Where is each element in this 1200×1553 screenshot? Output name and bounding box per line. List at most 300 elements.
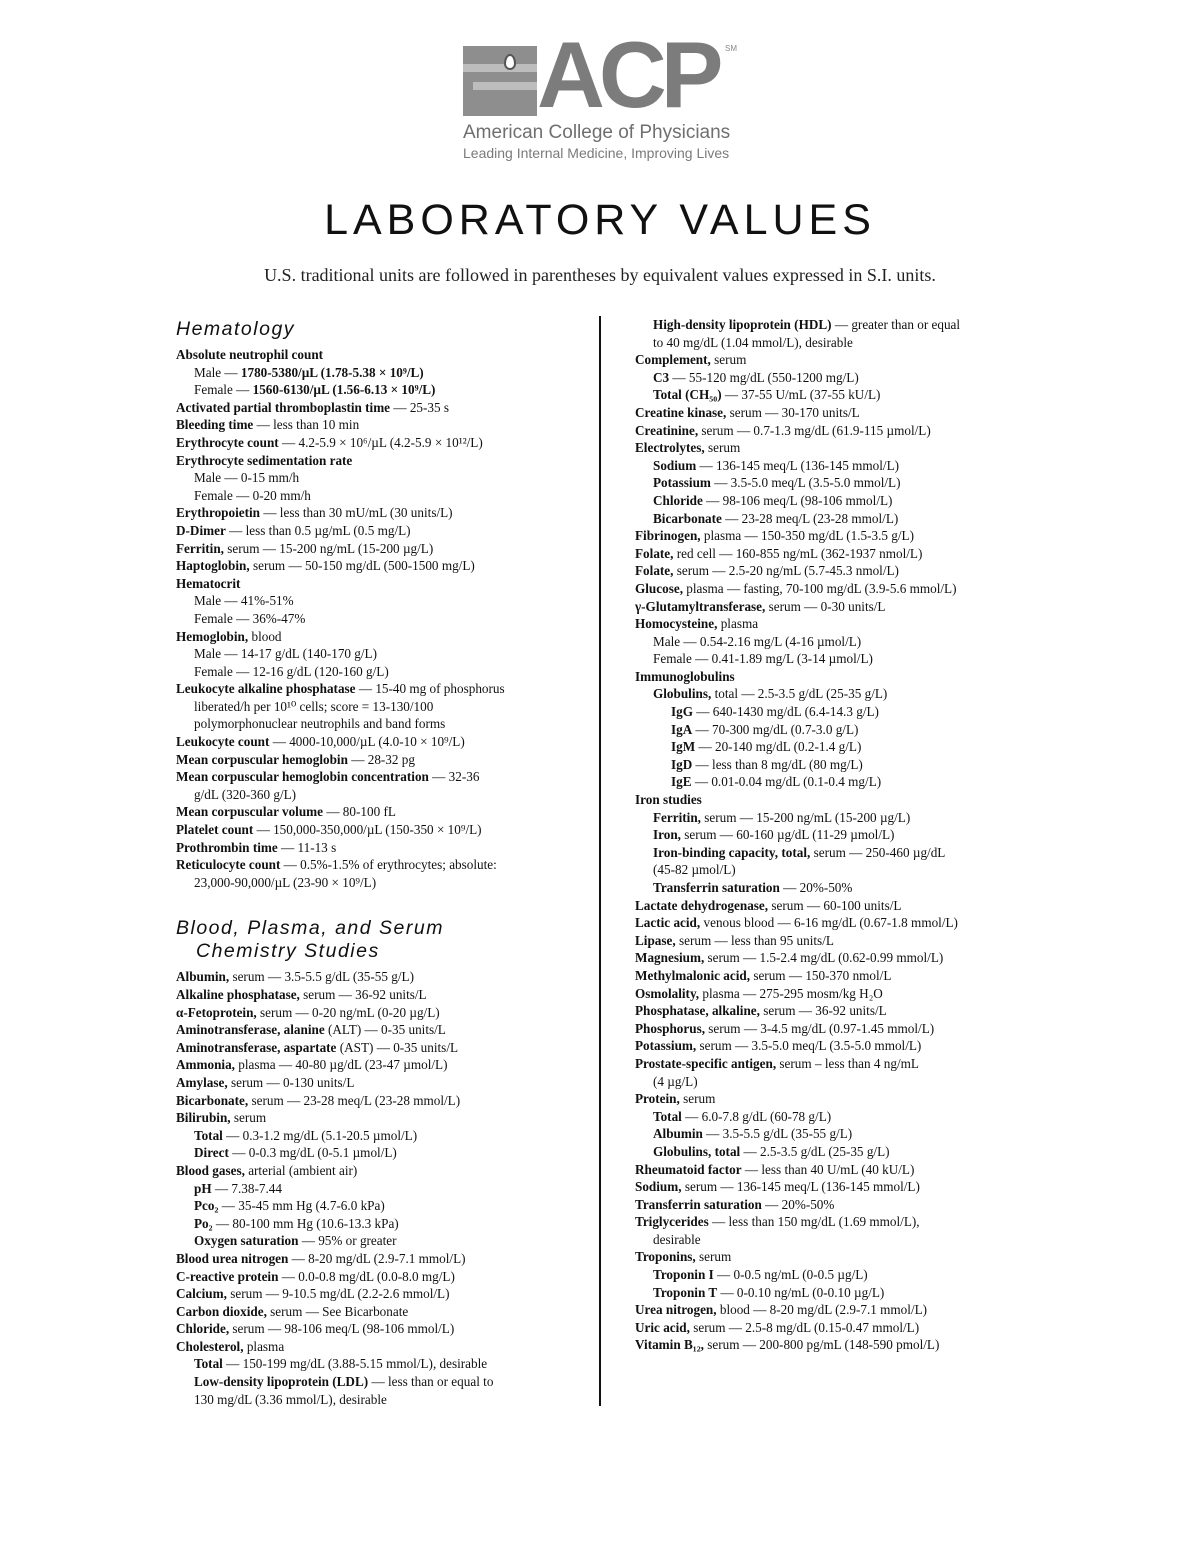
lab-test-name: Activated partial thromboplastin time — [176, 399, 391, 415]
lab-value-line — [635, 316, 1035, 334]
lab-test-name: Amylase, — [176, 1074, 228, 1090]
lab-value-line — [176, 1109, 586, 1127]
lab-value-line — [635, 826, 1035, 844]
lab-value-line — [176, 1092, 586, 1110]
lab-test-name: Homocysteine, — [635, 616, 718, 632]
lab-test-name: Osmolality, — [635, 985, 700, 1001]
lab-test-name: Phosphatase, alkaline, — [635, 1003, 760, 1019]
lab-test-name: Total — [194, 1127, 223, 1143]
lab-test-name: Direct — [194, 1145, 229, 1161]
left-entries — [176, 346, 586, 1408]
lab-value-line — [176, 786, 586, 804]
lab-value-line — [176, 663, 586, 681]
lab-value-line — [176, 1250, 586, 1268]
lab-test-value: Male — — [194, 364, 241, 380]
lab-value-line — [635, 773, 1035, 791]
lab-test-name: Chloride — [653, 492, 703, 508]
lab-value-line — [176, 1074, 586, 1092]
lab-test-name: Potassium — [653, 475, 711, 491]
lab-value-line — [635, 1037, 1035, 1055]
lab-test-name: Platelet count — [176, 822, 254, 838]
lab-test-name: Blood gases, — [176, 1162, 245, 1178]
lab-test-value: red cell — 160-855 ng/mL (362-1937 nmol/L) — [673, 545, 923, 561]
lab-value-line — [635, 1055, 1035, 1073]
lab-test-value: desirable — [653, 1231, 701, 1247]
lab-value-line — [635, 369, 1035, 387]
lab-test-value: liberated/h per 10¹⁰ cells; score = 13-130/100 — [194, 698, 434, 714]
lab-test-value: serum — See Bicarbonate — [266, 1303, 409, 1319]
lab-test-value: — 70-300 mg/dL (0.7-3.0 g/L) — [692, 721, 859, 737]
lab-value-line — [635, 914, 1035, 932]
lab-test-name: Po₂ — [194, 1215, 213, 1231]
lab-value-line — [635, 949, 1035, 967]
lab-test-name: Total (CH₅₀) — [653, 387, 722, 403]
lab-test-value: plasma — 150-350 mg/dL (1.5-3.5 g/L) — [700, 528, 914, 544]
lab-value-line — [176, 856, 586, 874]
lab-test-value: serum — 60-160 µg/dL (11-29 µmol/L) — [680, 827, 895, 843]
lab-value-line — [176, 1338, 586, 1356]
lab-test-value: Female — 12-16 g/dL (120-160 g/L) — [194, 663, 389, 679]
lab-value-line — [635, 1319, 1035, 1337]
lab-test-value: — 37-55 U/mL (37-55 kU/L) — [721, 387, 881, 403]
lab-test-value: — less than 30 mU/mL (30 units/L) — [260, 505, 453, 521]
lab-test-value: Female — 0-20 mm/h — [194, 487, 311, 503]
lab-value-line — [176, 434, 586, 452]
lab-test-name: IgD — [671, 756, 693, 772]
lab-test-name: Prostate-specific antigen, — [635, 1055, 777, 1071]
logo-org-name: American College of Physicians — [463, 122, 731, 143]
lab-test-value: — 7.38-7.44 — [211, 1180, 282, 1196]
lab-test-value: — 98-106 meq/L (98-106 mmol/L) — [702, 492, 893, 508]
lab-value-line — [635, 844, 1035, 862]
lab-test-name: Bicarbonate — [653, 510, 722, 526]
lab-test-value: — 0.0-0.8 mg/dL (0.0-8.0 mg/L) — [278, 1268, 455, 1284]
lab-test-value: (AST) — 0-35 units/L — [336, 1039, 459, 1055]
lab-test-name: Sodium — [653, 457, 697, 473]
lab-value-line — [635, 492, 1035, 510]
lab-value-line — [176, 1197, 586, 1215]
lab-value-line — [635, 685, 1035, 703]
lab-value-line — [176, 557, 586, 575]
lab-test-name: Bleeding time — [176, 417, 254, 433]
lab-test-value: (ALT) — 0-35 units/L — [324, 1022, 446, 1038]
lab-test-value: — 0-0.5 ng/mL (0-0.5 µg/L) — [713, 1267, 868, 1283]
lab-test-value: serum — 3-4.5 mg/dL (0.97-1.45 mmol/L) — [705, 1020, 935, 1036]
lab-test-value: — 28-32 pg — [347, 751, 415, 767]
lab-test-name: Leukocyte count — [176, 734, 270, 750]
lab-value-line — [176, 733, 586, 751]
lab-test-value: 23,000-90,000/µL (23-90 × 10⁹/L) — [194, 874, 377, 890]
lab-test-value: — 20%-50% — [761, 1196, 835, 1212]
lab-value-line — [635, 791, 1035, 809]
lab-test-value: venous blood — 6-16 mg/dL (0.67-1.8 mmol/L) — [700, 915, 958, 931]
lab-test-name: Uric acid, — [635, 1319, 690, 1335]
lab-test-value: plasma — 40-80 µg/dL (23-47 µmol/L) — [234, 1057, 448, 1073]
lab-test-value: Female — — [194, 382, 253, 398]
lab-test-value: — 0.5%-1.5% of erythrocytes; absolute: — [280, 857, 497, 873]
lab-test-value: — 0.3-1.2 mg/dL (5.1-20.5 µmol/L) — [222, 1127, 418, 1143]
lab-test-name: Iron, — [653, 827, 681, 843]
lab-value-line — [176, 504, 586, 522]
lab-test-value: — 11-13 s — [277, 839, 337, 855]
lab-test-name: Complement, — [635, 352, 711, 368]
lab-test-name: Calcium, — [176, 1286, 227, 1302]
lab-test-name: Ammonia, — [176, 1057, 235, 1073]
lab-value-line — [635, 879, 1035, 897]
lab-value-line — [635, 1336, 1035, 1354]
lab-test-value: serum — 3.5-5.0 meq/L (3.5-5.0 mmol/L) — [696, 1038, 922, 1054]
lab-test-name: IgM — [671, 739, 696, 755]
lab-value-line — [635, 474, 1035, 492]
lab-test-value: serum — 36-92 units/L — [299, 987, 427, 1002]
lab-value-line — [635, 1002, 1035, 1020]
lab-test-value: Male — 0.54-2.16 mg/L (4-16 µmol/L) — [653, 633, 862, 649]
lab-value-line — [176, 592, 586, 610]
lab-value-line — [176, 1127, 586, 1145]
lab-test-value: serum — [230, 1110, 267, 1126]
lab-test-value: — 20%-50% — [779, 880, 853, 895]
lab-value-line — [635, 1231, 1035, 1249]
lab-value-line — [176, 1303, 586, 1321]
lab-value-line — [176, 874, 586, 892]
lab-test-value: polymorphonuclear neutrophils and band forms — [194, 716, 446, 732]
lab-test-name: Cholesterol, — [176, 1338, 244, 1354]
lab-test-value: — 25-35 s — [390, 399, 450, 415]
lab-test-value: plasma — [243, 1338, 285, 1354]
lab-test-name: Iron studies — [635, 792, 702, 808]
lab-value-line — [176, 803, 586, 821]
lab-test-name: IgG — [671, 704, 693, 720]
lab-test-name: Aminotransferase, alanine — [176, 1022, 325, 1038]
lab-test-value: serum — 23-28 meq/L (23-28 mmol/L) — [248, 1092, 461, 1108]
lab-test-value: — 4.2-5.9 × 10⁶/µL (4.2-5.9 × 10¹²/L) — [278, 434, 483, 450]
lab-value-line — [176, 680, 586, 698]
lab-test-value: serum – less than 4 ng/mL — [776, 1055, 919, 1071]
lab-test-name: γ-Glutamyltransferase, — [635, 598, 766, 614]
lab-test-value: (45-82 µmol/L) — [653, 862, 736, 878]
section-heading-chemistry — [176, 917, 586, 963]
lab-value-line — [176, 1021, 586, 1039]
section-heading-chemistry-line2: Chemistry Studies — [196, 940, 380, 963]
lab-value-line — [176, 416, 586, 434]
lab-test-value: serum — [704, 440, 741, 456]
lab-test-name: pH — [194, 1180, 212, 1196]
lab-value-line — [176, 645, 586, 663]
lab-value-line — [635, 809, 1035, 827]
lab-value-line — [176, 628, 586, 646]
lab-test-value: serum — 0.7-1.3 mg/dL (61.9-115 µmol/L) — [698, 422, 931, 438]
lab-value-line — [176, 1215, 586, 1233]
lab-test-name: Mean corpuscular hemoglobin concentration — [176, 769, 429, 785]
lab-value-line — [635, 422, 1035, 440]
lab-test-value: plasma — fasting, 70-100 mg/dL (3.9-5.6 mmol/L) — [683, 580, 957, 596]
section-heading-hematology: Hematology — [176, 318, 296, 340]
lab-test-name: Folate, — [635, 563, 674, 579]
lab-test-name: Creatine kinase, — [635, 404, 727, 420]
lab-test-name: Protein, — [635, 1091, 680, 1107]
logo-trademark: SM — [725, 44, 737, 53]
lab-test-name: Erythrocyte sedimentation rate — [176, 452, 353, 468]
lab-test-name: Blood urea nitrogen — [176, 1250, 289, 1266]
lab-test-name: Troponins, — [635, 1249, 696, 1265]
lab-test-value: blood — 8-20 mg/dL (2.9-7.1 mmol/L) — [716, 1302, 928, 1318]
lab-test-name: Low-density lipoprotein (LDL) — [194, 1374, 369, 1390]
lab-value-line — [635, 985, 1035, 1003]
lab-test-name: Mean corpuscular volume — [176, 804, 324, 820]
lab-value-line — [635, 404, 1035, 422]
lab-test-name: Troponin T — [653, 1284, 718, 1300]
lab-test-name: Erythropoietin — [176, 505, 261, 521]
lab-test-value: Male — 14-17 g/dL (140-170 g/L) — [194, 646, 378, 662]
lab-test-name: Aminotransferase, aspartate — [176, 1039, 337, 1055]
lab-test-name: Oxygen saturation — [194, 1233, 299, 1249]
lab-test-name: C-reactive protein — [176, 1268, 279, 1284]
lab-test-value: serum — 250-460 µg/dL — [810, 844, 946, 860]
lab-test-value: total — 2.5-3.5 g/dL (25-35 g/L) — [711, 686, 888, 702]
lab-value-line — [176, 381, 586, 399]
lab-test-value: — 2.5-3.5 g/dL (25-35 g/L) — [740, 1143, 890, 1159]
lab-test-name: Potassium, — [635, 1038, 697, 1054]
lab-test-value: — 6.0-7.8 g/dL (60-78 g/L) — [681, 1108, 832, 1124]
lab-test-name: Triglycerides — [635, 1214, 709, 1230]
lab-value-line — [635, 1073, 1035, 1091]
lab-value-line — [635, 1301, 1035, 1319]
lab-test-value: — 80-100 fL — [323, 804, 396, 820]
lab-test-value: g/dL (320-360 g/L) — [194, 786, 297, 802]
lab-value-line — [176, 1039, 586, 1057]
logo-tagline: Leading Internal Medicine, Improving Lives — [463, 145, 730, 161]
lab-value-line — [176, 610, 586, 628]
lab-test-name: Pco₂ — [194, 1198, 219, 1214]
lab-test-value: — 80-100 mm Hg (10.6-13.3 kPa) — [212, 1215, 399, 1231]
lab-test-value: — greater than or equal — [831, 317, 961, 332]
lab-test-name: D-Dimer — [176, 522, 226, 538]
lab-test-name: Sodium, — [635, 1179, 682, 1195]
lab-test-value: (4 µg/L) — [653, 1073, 698, 1089]
lab-test-value: — 35-45 mm Hg (4.7-6.0 kPa) — [218, 1198, 385, 1214]
lab-test-name: Urea nitrogen, — [635, 1302, 717, 1318]
lab-test-value: — 3.5-5.0 meq/L (3.5-5.0 mmol/L) — [710, 475, 901, 491]
lab-test-name: Lactate dehydrogenase, — [635, 897, 769, 913]
lab-value-line — [176, 986, 586, 1004]
lab-test-value: serum — [695, 1249, 732, 1265]
lab-value-line — [635, 967, 1035, 985]
lab-value-line — [176, 522, 586, 540]
lab-value-line — [635, 334, 1035, 352]
lab-test-value: — 0-0.3 mg/dL (0-5.1 µmol/L) — [228, 1145, 397, 1161]
lab-value-line — [176, 1268, 586, 1286]
lab-test-value: blood — [248, 628, 282, 644]
lab-test-name: Total — [194, 1356, 223, 1372]
lab-value-line — [176, 839, 586, 857]
lab-test-name: Carbon dioxide, — [176, 1303, 267, 1319]
lab-value-line — [176, 1004, 586, 1022]
lab-test-value: — 150,000-350,000/µL (150-350 × 10⁹/L) — [253, 822, 482, 838]
lab-test-name: IgA — [671, 721, 693, 737]
lab-value-line — [635, 721, 1035, 739]
lab-test-name: Creatinine, — [635, 422, 699, 438]
lab-test-name: Immunoglobulins — [635, 668, 735, 684]
lab-value-line — [635, 615, 1035, 633]
lab-test-value: serum — 0-20 ng/mL (0-20 µg/L) — [256, 1004, 440, 1020]
lab-test-value: Male — 41%-51% — [194, 593, 294, 609]
lab-value-line — [635, 668, 1035, 686]
lab-value-line — [635, 756, 1035, 774]
lab-value-line — [635, 1161, 1035, 1179]
lab-test-value: serum — 200-800 pg/mL (148-590 pmol/L) — [703, 1337, 940, 1353]
lab-test-value: — 32-36 — [428, 769, 480, 785]
lab-test-value: serum — 2.5-8 mg/dL (0.15-0.47 mmol/L) — [689, 1319, 920, 1335]
lab-value-line — [635, 1125, 1035, 1143]
lab-value-line — [176, 399, 586, 417]
lab-test-name: Globulins, — [653, 686, 712, 702]
lab-test-name: IgE — [671, 774, 692, 790]
lab-value-line — [635, 861, 1035, 879]
lab-value-line — [635, 351, 1035, 369]
lab-test-value: — 3.5-5.5 g/dL (35-55 g/L) — [702, 1126, 853, 1142]
acp-emblem-icon — [463, 46, 537, 116]
lab-test-value: — 20-140 mg/dL (0.2-1.4 g/L) — [695, 739, 862, 755]
lab-test-name: α-Fetoprotein, — [176, 1004, 257, 1020]
lab-test-value: — less than 8 mg/dL (80 mg/L) — [692, 756, 863, 772]
lab-test-value: serum — 3.5-5.5 g/dL (35-55 g/L) — [229, 969, 414, 985]
lab-test-value: Female — 0.41-1.89 mg/L (3-14 µmol/L) — [653, 651, 873, 667]
lab-value-line — [176, 346, 586, 364]
lab-test-value: serum — [679, 1091, 716, 1107]
lab-value-line — [635, 703, 1035, 721]
lab-value-line — [635, 1284, 1035, 1302]
lab-test-value: serum — 0-130 units/L — [227, 1074, 355, 1090]
lab-value-line — [635, 510, 1035, 528]
lab-test-name: Reticulocyte count — [176, 857, 281, 873]
lab-test-value: — 55-120 mg/dL (550-1200 mg/L) — [669, 369, 859, 385]
lab-value-line — [176, 1355, 586, 1373]
logo-letters: ACP — [537, 22, 718, 127]
lab-value-line — [176, 1373, 586, 1391]
lab-test-value-bold: 1560-6130/µL (1.56-6.13 × 10⁹/L) — [252, 382, 436, 398]
lab-test-name: Bicarbonate, — [176, 1092, 249, 1108]
lab-test-value: — 95% or greater — [298, 1233, 397, 1249]
lab-value-line — [635, 598, 1035, 616]
lab-value-line — [635, 562, 1035, 580]
lab-test-value: — less than or equal to — [368, 1374, 494, 1390]
lab-value-line — [635, 1266, 1035, 1284]
lab-value-line — [635, 1178, 1035, 1196]
lab-test-value: serum — 36-92 units/L — [759, 1003, 887, 1019]
lab-test-name: Absolute neutrophil count — [176, 347, 324, 362]
lab-value-line — [635, 527, 1035, 545]
page-title: LABORATORY VALUES — [324, 196, 876, 244]
lab-test-name: Electrolytes, — [635, 440, 705, 456]
lab-value-line — [176, 452, 586, 470]
lab-test-value: — less than 10 min — [253, 417, 360, 433]
lab-test-value: to 40 mg/dL (1.04 mmol/L), desirable — [653, 334, 853, 350]
lab-value-line — [176, 715, 586, 733]
lab-value-line — [635, 633, 1035, 651]
lab-test-value: serum — 30-170 units/L — [726, 404, 860, 420]
lab-value-line — [176, 1162, 586, 1180]
lab-test-name: High-density lipoprotein (HDL) — [653, 317, 832, 332]
lab-test-value: serum — less than 95 units/L — [675, 932, 834, 948]
lab-test-value: serum — 60-100 units/L — [768, 897, 902, 913]
lab-test-name: Ferritin, — [653, 809, 701, 825]
lab-value-line — [176, 768, 586, 786]
lab-test-name: Hematocrit — [176, 575, 241, 591]
lab-test-name: Chloride, — [176, 1321, 230, 1337]
lab-test-name: Mean corpuscular hemoglobin — [176, 751, 348, 767]
lab-test-name: C3 — [653, 369, 670, 385]
lab-value-line — [176, 364, 586, 382]
lab-test-name: Lipase, — [635, 932, 676, 948]
lab-test-name: Rheumatoid factor — [635, 1161, 742, 1177]
lab-test-value: serum — 15-200 ng/mL (15-200 µg/L) — [700, 809, 911, 825]
lab-test-name: Magnesium, — [635, 950, 705, 966]
lab-test-value: serum — 2.5-20 ng/mL (5.7-45.3 nmol/L) — [673, 563, 899, 579]
lab-value-line — [176, 968, 586, 986]
lab-test-value-bold: 1780-5380/µL (1.78-5.38 × 10⁹/L) — [240, 364, 424, 380]
lab-test-value: plasma — [717, 616, 759, 632]
lab-value-line — [176, 487, 586, 505]
lab-value-line — [176, 1232, 586, 1250]
lab-test-name: Vitamin B₁₂, — [635, 1337, 704, 1353]
lab-test-value: — 136-145 meq/L (136-145 mmol/L) — [696, 457, 900, 473]
lab-value-line — [176, 751, 586, 769]
lab-test-name: Glucose, — [635, 580, 683, 596]
column-divider — [599, 316, 601, 1406]
lab-value-line — [176, 469, 586, 487]
lab-value-line — [635, 932, 1035, 950]
lab-test-value: — 4000-10,000/µL (4.0-10 × 10⁹/L) — [269, 734, 465, 750]
lab-test-value: serum — 98-106 meq/L (98-106 mmol/L) — [229, 1321, 455, 1337]
lab-value-line — [635, 1196, 1035, 1214]
lab-test-name: Lactic acid, — [635, 915, 701, 931]
lab-test-value: — 8-20 mg/dL (2.9-7.1 mmol/L) — [288, 1250, 466, 1266]
lab-test-name: Erythrocyte count — [176, 434, 279, 450]
lab-value-line — [635, 1090, 1035, 1108]
lab-value-line — [176, 540, 586, 558]
lab-test-value: Male — 0-15 mm/h — [194, 470, 300, 486]
right-column — [635, 316, 1035, 1354]
lab-value-line — [635, 1108, 1035, 1126]
lab-test-value: serum — 0-30 units/L — [765, 598, 886, 614]
lab-value-line — [635, 897, 1035, 915]
lab-value-line — [635, 738, 1035, 756]
lab-value-line — [635, 1020, 1035, 1038]
lab-test-name: Leukocyte alkaline phosphatase — [176, 681, 356, 697]
lab-value-line — [635, 1213, 1035, 1231]
lab-test-value: serum — [710, 352, 747, 368]
lab-test-name: Albumin, — [176, 969, 230, 985]
lab-test-value: — 0-0.10 ng/mL (0-0.10 µg/L) — [717, 1284, 885, 1300]
lab-test-name: Albumin — [653, 1126, 703, 1142]
lab-test-name: Bilirubin, — [176, 1110, 231, 1126]
lab-test-name: Transferrin saturation — [635, 1196, 762, 1212]
lab-test-value: serum — 150-370 nmol/L — [750, 967, 892, 983]
section-heading-chemistry-line1: Blood, Plasma, and Serum — [176, 917, 444, 940]
lab-test-value: plasma — 275-295 mosm/kg H₂O — [699, 985, 883, 1001]
lab-test-value: — less than 0.5 µg/mL (0.5 mg/L) — [225, 522, 411, 538]
lab-value-line — [176, 575, 586, 593]
lab-test-value: serum — 1.5-2.4 mg/dL (0.62-0.99 mmol/L) — [704, 950, 944, 966]
lab-test-value: — 23-28 meq/L (23-28 mmol/L) — [721, 510, 899, 526]
lab-test-name: Iron-binding capacity, total, — [653, 844, 811, 860]
lab-test-name: Phosphorus, — [635, 1020, 705, 1036]
lab-value-line — [635, 580, 1035, 598]
lab-value-line — [176, 1056, 586, 1074]
lab-test-value: serum — 15-200 ng/mL (15-200 µg/L) — [223, 540, 434, 556]
lab-value-line — [635, 650, 1035, 668]
lab-test-value: serum — 9-10.5 mg/dL (2.2-2.6 mmol/L) — [226, 1286, 450, 1302]
